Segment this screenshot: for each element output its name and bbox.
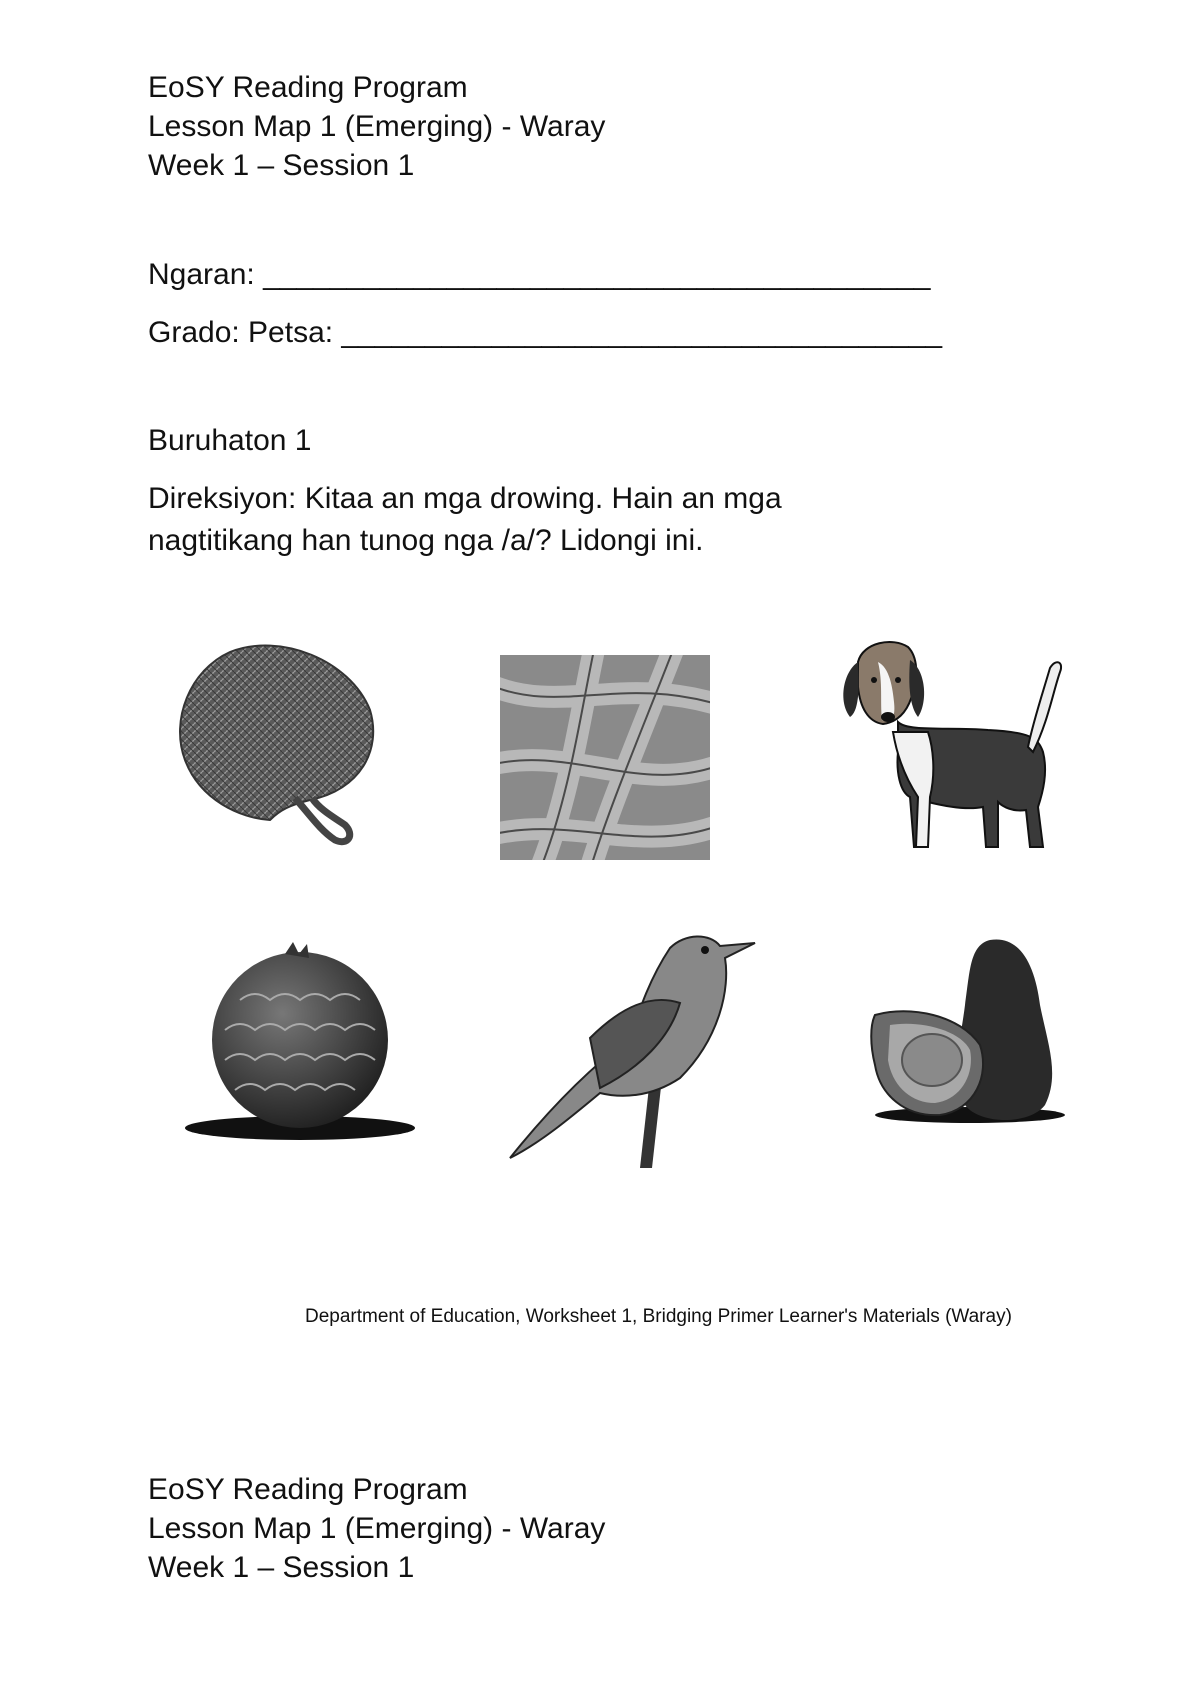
woven-fan-icon[interactable]	[170, 640, 390, 850]
name-field[interactable]: Ngaran: ________________________________________	[148, 258, 931, 291]
direction-line-2: nagtitikang han tunog nga /a/? Lidongi ini.	[148, 524, 704, 557]
grade-date-field[interactable]: Grado: Petsa: ____________________________________	[148, 316, 943, 349]
task-directions	[148, 478, 782, 562]
direction-line-1: Direksiyon: Kitaa an mga drowing. Hain an mga	[148, 482, 782, 515]
header-repeat	[148, 1470, 605, 1587]
lesson-title-repeat: Lesson Map 1 (Emerging) - Waray	[148, 1512, 606, 1545]
source-credit: Department of Education, Worksheet 1, Bridging Primer Learner's Materials (Waray)	[305, 1306, 1012, 1327]
program-title: EoSY Reading Program	[148, 71, 468, 104]
lesson-title: Lesson Map 1 (Emerging) - Waray	[148, 110, 606, 143]
dog-icon[interactable]	[838, 632, 1068, 857]
program-title-repeat: EoSY Reading Program	[148, 1473, 468, 1506]
session-title-repeat: Week 1 – Session 1	[148, 1551, 415, 1584]
avocado-icon[interactable]	[870, 935, 1070, 1125]
bird-icon[interactable]	[500, 928, 760, 1178]
rope-icon[interactable]	[500, 655, 710, 860]
custard-apple-icon[interactable]	[180, 940, 420, 1145]
header	[148, 68, 605, 185]
session-title: Week 1 – Session 1	[148, 149, 415, 182]
task-title: Buruhaton 1	[148, 424, 312, 457]
